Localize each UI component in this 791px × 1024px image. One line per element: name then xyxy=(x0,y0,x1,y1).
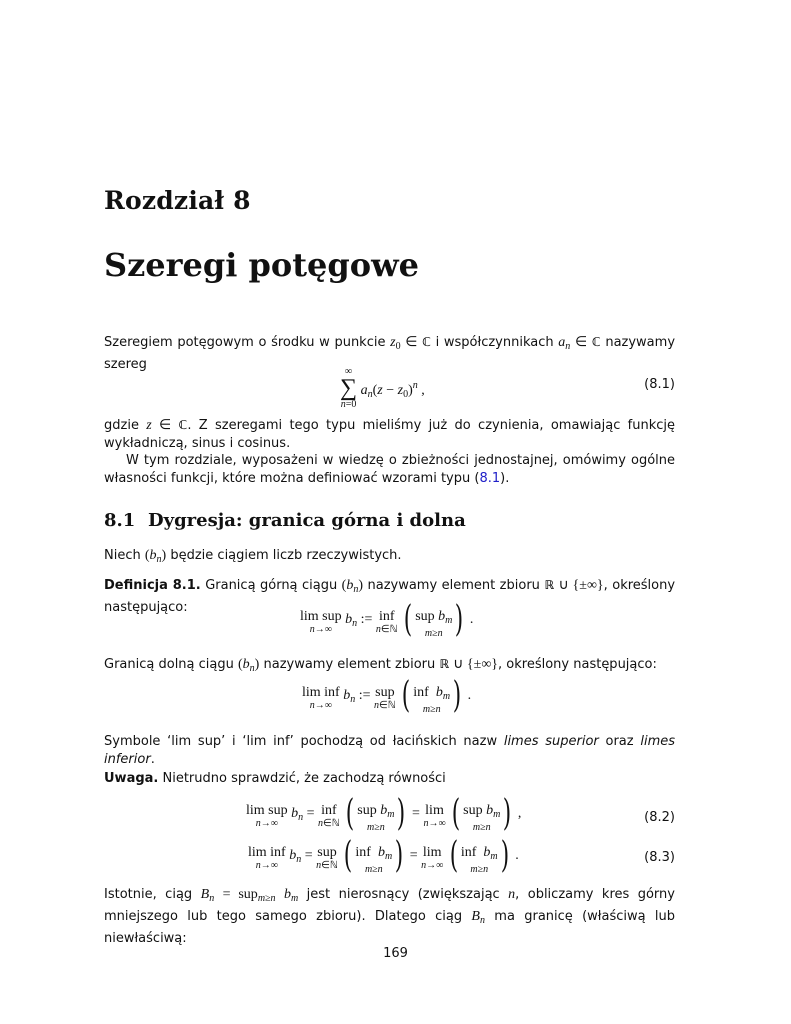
intro-paragraph: Szeregiem potęgowym o środku w punkcie $z_0$ ∈ ℂ i współczynnikach $a_n$ ∈ ℂ nazywamy szereg xyxy=(104,335,676,372)
section-number: 8.1 xyxy=(104,510,136,531)
equation-number-8-1: (8.1) xyxy=(644,377,675,392)
remark: Uwaga. Nietrudno sprawdzić, że zachodzą równości xyxy=(104,771,446,786)
paragraph-symbols: Symbole ‘lim sup’ i ‘lim inf’ pochodzą od łacińskich nazw limes superior oraz limes inferior. xyxy=(104,734,676,767)
paragraph-liminf-intro: Granicą dolną ciągu $(b_n)$ nazywamy element zbioru ℝ ∪ {±∞}, określony następująco: xyxy=(104,657,657,674)
paragraph-gdzie: gdzie z ∈ ℂ. Z szeregami tego typu mieliśmy już do czynienia, omawiając funkcję wykładniczą, sinus i cosinus. xyxy=(104,418,675,451)
section-heading xyxy=(104,510,466,531)
definition-8-1: Definicja 8.1. Granicą górną ciągu $(b_n)$ nazywamy element zbioru ℝ ∪ {±∞}, określony następująco: xyxy=(104,578,676,615)
equation-number-8-3: (8.3) xyxy=(644,850,675,865)
section-title: Dygresja: granica górna i dolna xyxy=(148,510,466,531)
page-number: 169 xyxy=(383,946,408,961)
paragraph-overview: W tym rozdziale, wyposażeni w wiedzę o zbieżności jednostajnej, omówimy ogólne własności funkcji, które można definiować wzorami typu (8.1). xyxy=(104,453,675,486)
equation-liminf-definition: lim inf n→∞ $b_n$ := sup n∈ℕ ( inf $b_m$ m≥n ) . xyxy=(302,675,472,716)
equation-8-2: lim sup n→∞ $b_n$ = inf n∈ℕ ( sup $b_m$ m≥n ) = lim n→∞ ( sup $b_m$ m≥n ) , xyxy=(246,793,522,834)
definition-label: Definicja 8.1. xyxy=(104,578,201,593)
chapter-title: Szeregi potęgowe xyxy=(104,246,420,284)
remark-label: Uwaga. xyxy=(104,771,159,786)
equation-limsup-definition: lim sup n→∞ $b_n$ := inf n∈ℕ ( sup $b_m$ m≥n ) . xyxy=(300,599,474,640)
equation-8-3: lim inf n→∞ $b_n$ = sup n∈ℕ ( inf $b_m$ m≥n ) = lim n→∞ ( inf $b_m$ m≥n ) . xyxy=(248,835,519,876)
equation-8-1: ∞ ∑ n=0 $a_n(z - z_0)^n$ , xyxy=(340,366,425,410)
equation-reference-link[interactable]: 8.1 xyxy=(479,471,501,486)
chapter-label: Rozdział 8 xyxy=(104,186,251,215)
equation-number-8-2: (8.2) xyxy=(644,810,675,825)
paragraph-niech: Niech $(b_n)$ będzie ciągiem liczb rzeczywistych. xyxy=(104,548,402,565)
paragraph-istotnie: Istotnie, ciąg $B_n = sup_{m\ge n}$ $b_m$ jest nierosnący (zwiększając n, obliczamy kres górny mniejszego lub tego samego zbioru). Dlatego ciąg $B_n$ ma granicę (właściwą lub niewłaściwą: xyxy=(104,887,675,946)
